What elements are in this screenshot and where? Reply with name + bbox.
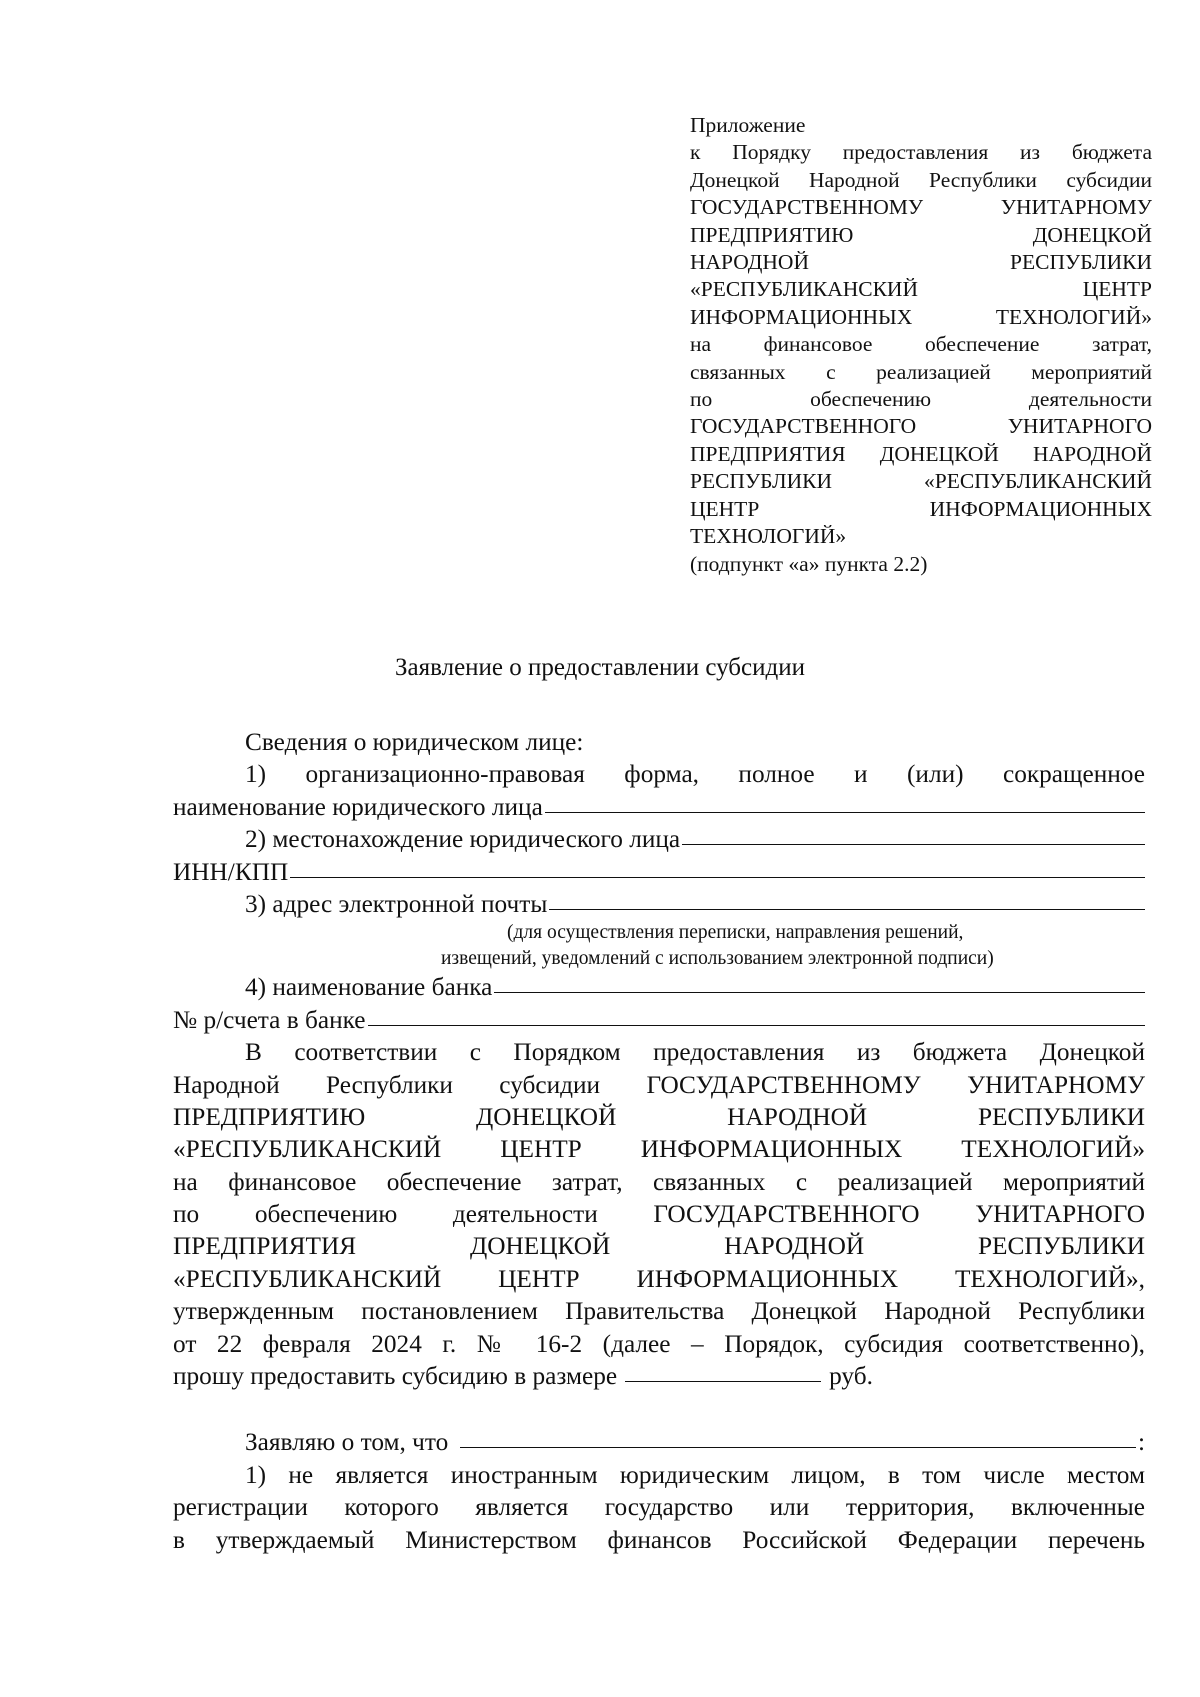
email-note-line: извещений, уведомлений с использованием электронной подписи): [441, 947, 994, 969]
declarant-field[interactable]: [460, 1447, 1136, 1448]
section-heading: Сведения о юридическом лице:: [245, 728, 584, 756]
form-item-4-label: 4) наименование банка: [245, 973, 493, 1002]
paragraph-gap: [173, 1392, 1145, 1426]
appendix-line: РЕСПУБЛИКИ «РЕСПУБЛИКАНСКИЙ: [690, 469, 1152, 494]
account-number-field[interactable]: [368, 1025, 1145, 1026]
form-item-1-text: 1) организационно-правовая форма, полное и (или) сокращенное: [245, 760, 1145, 789]
appendix-line: ГОСУДАРСТВЕННОГО УНИТАРНОГО: [690, 414, 1152, 439]
account-row: [173, 1004, 1145, 1036]
bank-name-field[interactable]: [494, 992, 1145, 993]
amount-row: [173, 1360, 1145, 1392]
appendix-line: ПРЕДПРИЯТИЮ ДОНЕЦКОЙ: [690, 222, 1152, 247]
appendix-reference: (подпункт «а» пункта 2.2): [690, 551, 928, 576]
declaration-line: регистрации которого является государство или территория, включенные: [173, 1493, 1145, 1522]
appendix-line: ГОСУДАРСТВЕННОМУ УНИТАРНОМУ: [690, 195, 1152, 220]
form-item-2-label: 2) местонахождение юридического лица: [245, 825, 681, 854]
request-line: от 22 февраля 2024 г. № 16-2 (далее – Порядок, субсидия соответственно),: [173, 1329, 1145, 1358]
legal-name-field[interactable]: [545, 812, 1145, 813]
amount-prefix: прошу предоставить субсидию в размере: [173, 1362, 618, 1391]
form-item-3-label: 3) адрес электронной почты: [245, 889, 548, 918]
request-line: ПРЕДПРИЯТИЯ ДОНЕЦКОЙ НАРОДНОЙ РЕСПУБЛИКИ: [173, 1232, 1145, 1261]
email-field[interactable]: [549, 909, 1145, 910]
appendix-line: Донецкой Народной Республики субсидии: [690, 167, 1152, 192]
declaration-intro-row: [173, 1426, 1145, 1458]
account-label: № р/счета в банке: [173, 1005, 366, 1034]
inn-label: ИНН/КПП: [173, 857, 289, 886]
appendix-line: связанных с реализацией мероприятий: [690, 359, 1152, 384]
request-line: В соответствии с Порядком предоставления из бюджета Донецкой: [245, 1038, 1145, 1067]
form-item-2-row: [173, 823, 1145, 855]
appendix-line: к Порядку предоставления из бюджета: [690, 140, 1152, 165]
form-item-3-row: [173, 888, 1145, 920]
form-item-1-field-row: [173, 791, 1145, 823]
location-field[interactable]: [682, 844, 1145, 845]
document-title: Заявление о предоставлении субсидии: [395, 654, 805, 681]
appendix-line: ЦЕНТР ИНФОРМАЦИОННЫХ: [690, 496, 1152, 521]
email-note-line: (для осуществления переписки, направления решений,: [507, 922, 964, 944]
request-line: «РЕСПУБЛИКАНСКИЙ ЦЕНТР ИНФОРМАЦИОННЫХ ТЕХНОЛОГИЙ»,: [173, 1264, 1145, 1293]
inn-kpp-field[interactable]: [290, 877, 1145, 878]
declaration-colon: :: [1137, 1428, 1145, 1457]
form-item-1-label: наименование юридического лица: [173, 792, 543, 821]
form-item-4-row: [173, 971, 1145, 1003]
appendix-line: ИНФОРМАЦИОННЫХ ТЕХНОЛОГИЙ»: [690, 304, 1152, 329]
appendix-line: ПРЕДПРИЯТИЯ ДОНЕЦКОЙ НАРОДНОЙ: [690, 441, 1152, 466]
appendix-line: по обеспечению деятельности: [690, 387, 1152, 412]
appendix-line: «РЕСПУБЛИКАНСКИЙ ЦЕНТР: [690, 277, 1152, 302]
subsidy-amount-field[interactable]: [625, 1381, 821, 1382]
request-line: Народной Республики субсидии ГОСУДАРСТВЕННОМУ УНИТАРНОМУ: [173, 1070, 1145, 1099]
appendix-line: на финансовое обеспечение затрат,: [690, 332, 1152, 357]
appendix-line: Приложение: [690, 113, 806, 137]
appendix-block: [690, 112, 1152, 578]
request-line: утвержденным постановлением Правительства Донецкой Народной Республики: [173, 1297, 1145, 1326]
declaration-line: в утверждаемый Министерством финансов Российской Федерации перечень: [173, 1525, 1145, 1554]
declaration-intro: Заявляю о том, что: [245, 1428, 449, 1457]
appendix-line: НАРОДНОЙ РЕСПУБЛИКИ: [690, 250, 1152, 275]
request-line: ПРЕДПРИЯТИЮ ДОНЕЦКОЙ НАРОДНОЙ РЕСПУБЛИКИ: [173, 1102, 1145, 1131]
document-body: [173, 726, 1145, 1556]
appendix-line: ТЕХНОЛОГИЙ»: [690, 524, 847, 549]
request-line: «РЕСПУБЛИКАНСКИЙ ЦЕНТР ИНФОРМАЦИОННЫХ ТЕХНОЛОГИЙ»: [173, 1135, 1145, 1164]
request-line: по обеспечению деятельности ГОСУДАРСТВЕННОГО УНИТАРНОГО: [173, 1200, 1145, 1229]
inn-row: [173, 856, 1145, 888]
declaration-line: 1) не является иностранным юридическим лицом, в том числе местом: [245, 1460, 1145, 1489]
request-line: на финансовое обеспечение затрат, связанных с реализацией мероприятий: [173, 1167, 1145, 1196]
amount-suffix: руб.: [829, 1362, 873, 1391]
